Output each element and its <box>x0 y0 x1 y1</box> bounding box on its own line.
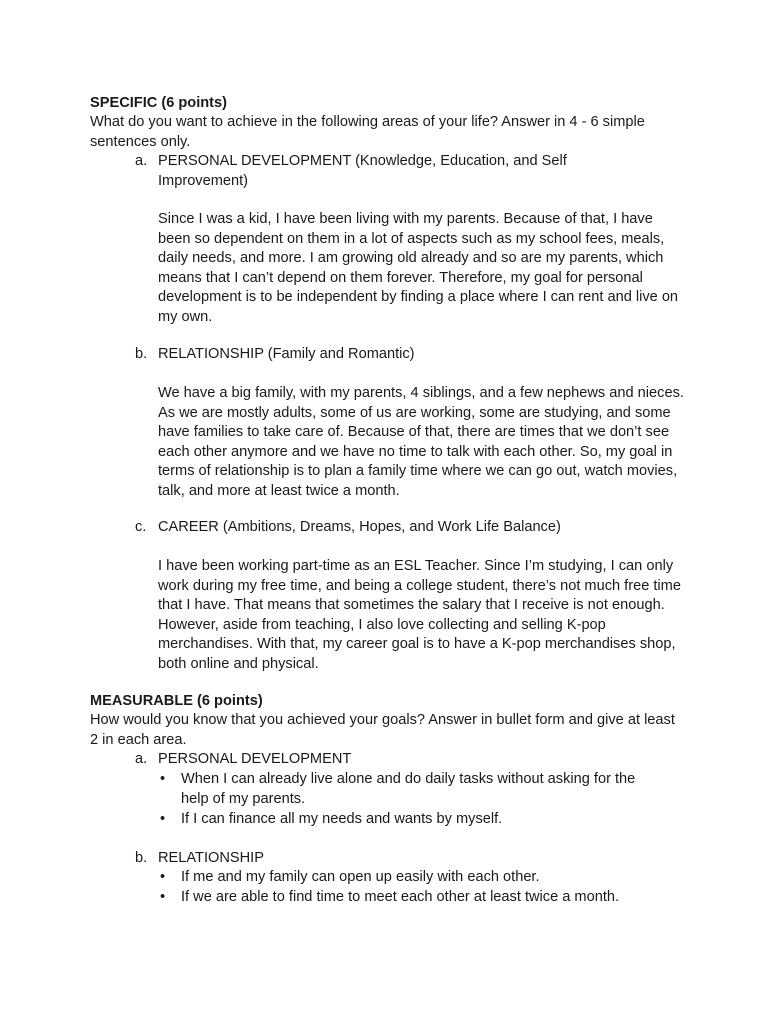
measurable-item-a-marker: a. <box>135 751 148 767</box>
specific-item-c-title: CAREER (Ambitions, Dreams, Hopes, and Work Life Balance) <box>158 519 561 535</box>
specific-item-c-marker: c. <box>135 519 147 535</box>
measurable-item-b-marker: b. <box>135 850 148 866</box>
specific-item-a-answer: Since I was a kid, I have been living with my parents. Because of that, I have been so dependent on them in a lot of aspects such as my school fees, meals, daily needs, and more. I am growing old already and so are my parents, which means that I can’t depend on them forever. Therefore, my goal for personal development is to be independent by finding a place where I can rent and live on my own. <box>158 211 679 325</box>
bullet-icon: • <box>160 771 166 787</box>
bullet-icon: • <box>160 869 166 885</box>
specific-item-c-answer: I have been working part-time as an ESL Teacher. Since I’m studying, I can only work during my free time, and being a college student, there’s not much free time that I have. That means that sometimes the salary that I receive is not enough. However, aside from teaching, I also love collecting and selling K-pop merchandises. With that, my career goal is to have a K-pop merchandises shop, both online and physical. <box>158 558 681 672</box>
specific-prompt: What do you want to achieve in the following areas of your life? Answer in 4 - 6 simple sentences only. <box>90 114 645 150</box>
measurable-heading: MEASURABLE (6 points) <box>90 693 263 709</box>
specific-item-b-answer: We have a big family, with my parents, 4 siblings, and a few nephews and nieces. As we are mostly adults, some of us are working, some are studying, and some have families to take care of. Because of that, there are times that we don’t see each other anymore and we have no time to talk with each other. So, my goal in terms of relationship is to plan a family time where we can go out, watch movies, talk, and more at least twice a month. <box>158 385 684 499</box>
specific-item-a-marker: a. <box>135 153 148 169</box>
measurable-item-b-bullet-2: If we are able to find time to meet each other at least twice a month. <box>181 889 620 905</box>
measurable-prompt: How would you know that you achieved your goals? Answer in bullet form and give at least 2 in each area. <box>90 712 675 748</box>
measurable-item-b-title: RELATIONSHIP <box>158 850 264 866</box>
measurable-item-a-title: PERSONAL DEVELOPMENT <box>158 751 352 767</box>
specific-item-b-title: RELATIONSHIP (Family and Romantic) <box>158 346 415 362</box>
specific-heading: SPECIFIC (6 points) <box>90 95 228 111</box>
measurable-item-a-bullet-1: When I can already live alone and do daily tasks without asking for the help of my parents. <box>181 771 636 807</box>
bullet-icon: • <box>160 889 166 905</box>
specific-item-b-marker: b. <box>135 346 148 362</box>
measurable-item-b-bullet-1: If me and my family can open up easily with each other. <box>181 869 540 885</box>
specific-item-a-title: PERSONAL DEVELOPMENT (Knowledge, Education, and Self Improvement) <box>158 153 567 189</box>
bullet-icon: • <box>160 811 166 827</box>
measurable-item-a-bullet-2: If I can finance all my needs and wants by myself. <box>181 811 503 827</box>
